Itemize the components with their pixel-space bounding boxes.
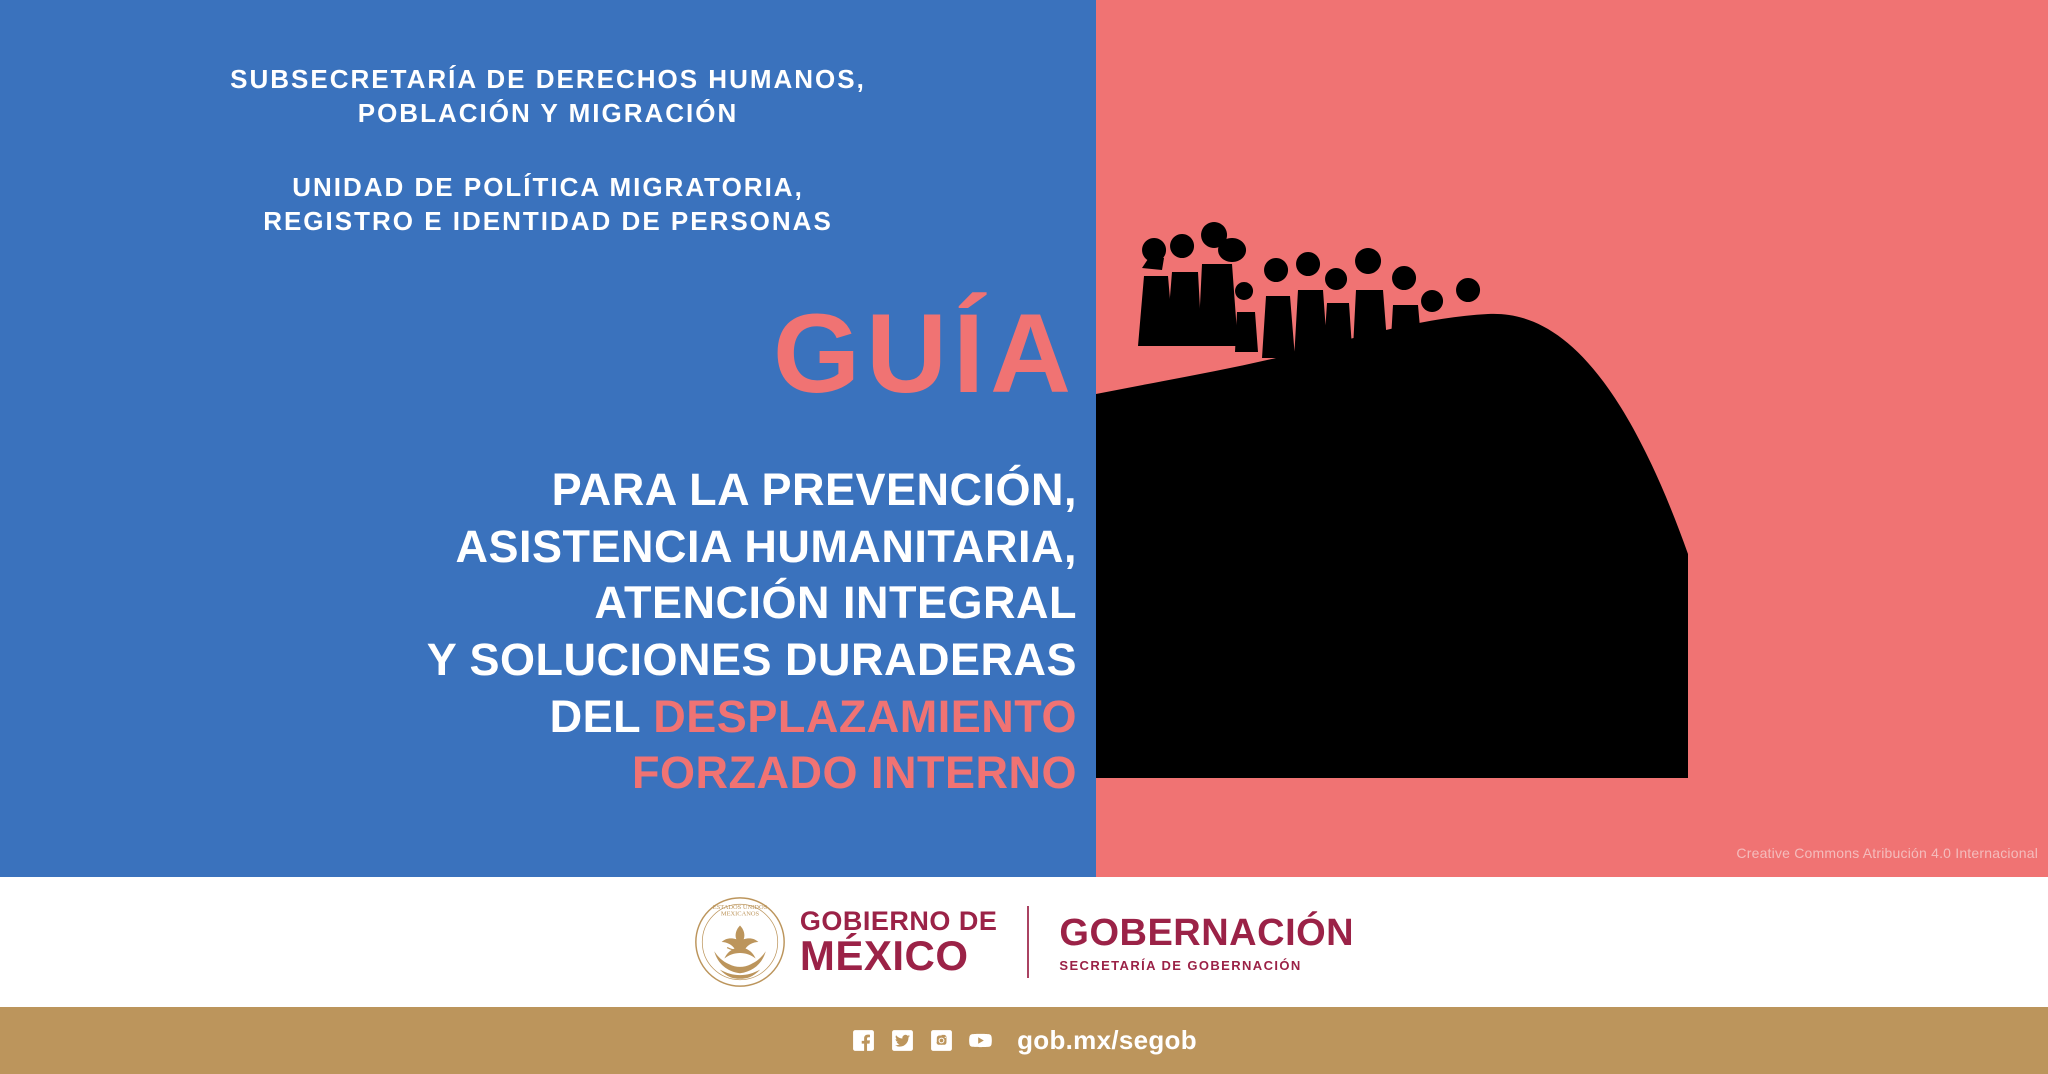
instagram-icon[interactable] [929,1028,954,1053]
svg-text:MEXICANOS: MEXICANOS [720,910,759,918]
footer-url[interactable]: gob.mx/segob [1017,1025,1197,1055]
gobernacion-wordmark [1059,912,1354,973]
subtitle-accent-forzado-interno: FORZADO INTERNO [632,747,1077,799]
social-footer [0,1007,2048,1074]
mexican-coat-of-arms [694,896,786,988]
coat-of-arms-legend: ESTADOS UNIDOS [712,903,768,911]
twitter-icon[interactable] [890,1028,915,1053]
silhouette-of-migrants-on-hill [1096,0,1688,778]
youtube-icon[interactable] [968,1028,993,1053]
subtitle-del-word: DEL [549,690,654,742]
gob-line-2: MÉXICO [799,931,969,979]
gob-line-1: GOBIERNO DE [799,906,998,937]
department-line-2: POBLACIÓN Y MIGRACIÓN [357,98,739,129]
facebook-icon[interactable] [851,1028,876,1053]
subtitle-line-2: ASISTENCIA HUMANITARIA, [455,520,1077,572]
secretariat-name: GOBERNACIÓN [1059,911,1355,954]
cover-photo [1096,0,1688,778]
unit-line-1: UNIDAD DE POLÍTICA MIGRATORIA, [292,172,804,202]
subtitle-line-1: PARA LA PREVENCIÓN, [551,464,1077,515]
page-title: GUÍA [773,291,1077,416]
subtitle-line-4: Y SOLUCIONES DURADERAS [426,634,1077,686]
government-logo-band [0,877,2048,1007]
department-heading [0,62,1096,131]
logo-divider [1027,906,1029,978]
unit-heading [0,170,1096,239]
secretariat-subtitle: SECRETARÍA DE GOBERNACIÓN [1059,957,1302,973]
subtitle-line-3: ATENCIÓN INTEGRAL [594,577,1077,629]
gobierno-de-mexico-wordmark [799,906,998,979]
subtitle-line-5 [0,689,1077,746]
department-line-1: SUBSECRETARÍA DE DERECHOS HUMANOS, [230,64,866,94]
unit-line-2: REGISTRO E IDENTIDAD DE PERSONAS [263,206,833,237]
image-credit: Creative Commons Atribución 4.0 Internacional [1736,845,2038,861]
subtitle-accent-desplazamiento: DESPLAZAMIENTO [653,690,1077,742]
page-subtitle [0,462,1077,802]
